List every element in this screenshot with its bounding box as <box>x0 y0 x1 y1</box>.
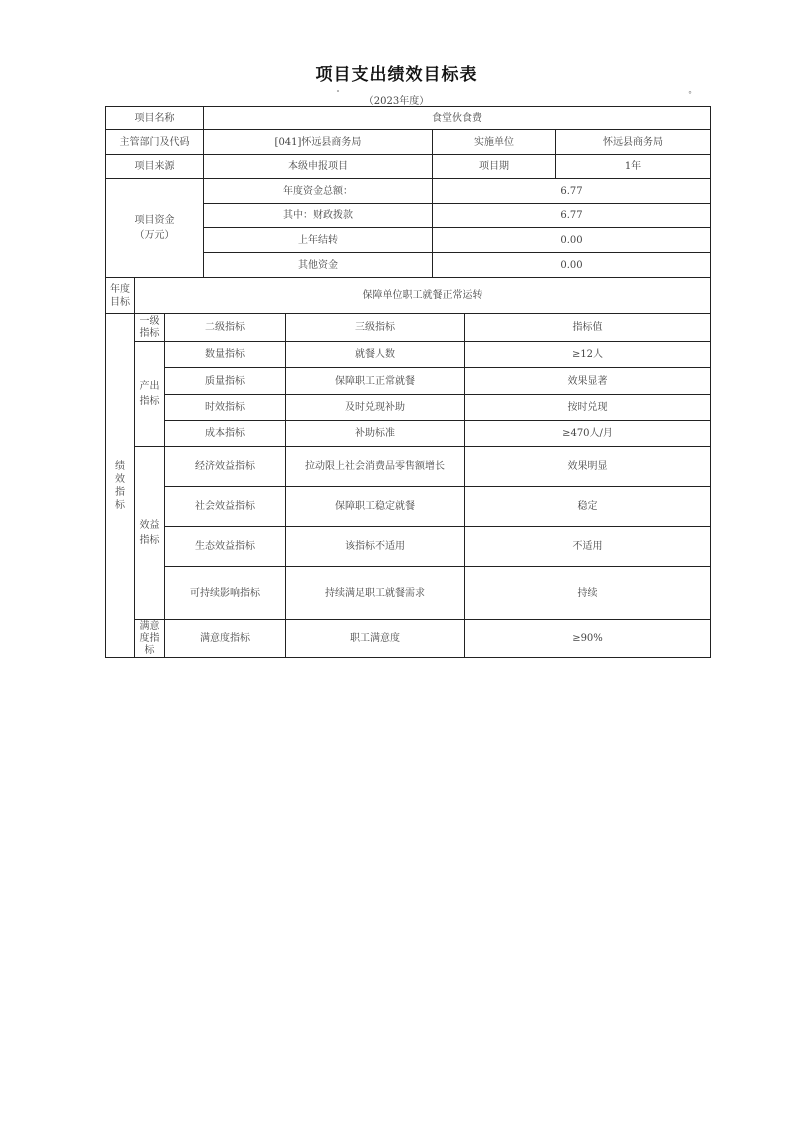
output-value: ≥470人/月 <box>465 421 711 447</box>
unit-label: 实施单位 <box>433 130 556 155</box>
satisfaction-value: ≥90% <box>465 620 711 658</box>
output-label: 产出 指标 <box>135 342 165 447</box>
satisfaction-l2: 满意度指标 <box>165 620 286 658</box>
scan-mark-right: ° <box>688 90 692 99</box>
scan-mark-left: ˚ <box>336 90 340 99</box>
annual-goal-text: 保障单位职工就餐正常运转 <box>135 278 711 314</box>
benefit-label: 效益 指标 <box>135 447 165 620</box>
funds-total-value: 6.77 <box>433 179 711 204</box>
fiscal-year: （2023年度） <box>363 96 430 107</box>
benefit-value: 不适用 <box>465 527 711 567</box>
benefit-l2: 生态效益指标 <box>165 527 286 567</box>
source-value: 本级申报项目 <box>204 155 433 179</box>
funds-other-value: 0.00 <box>433 253 711 278</box>
benefit-l2: 社会效益指标 <box>165 487 286 527</box>
benefit-l2: 经济效益指标 <box>165 447 286 487</box>
benefit-l3: 持续满足职工就餐需求 <box>286 567 465 620</box>
output-l3: 补助标准 <box>286 421 465 447</box>
benefit-l3: 保障职工稳定就餐 <box>286 487 465 527</box>
output-l2: 质量指标 <box>165 368 286 395</box>
header-value: 指标值 <box>465 314 711 342</box>
source-label: 项目来源 <box>106 155 204 179</box>
header-level1: 一级 指标 <box>135 314 165 342</box>
output-value: 按时兑现 <box>465 395 711 421</box>
satisfaction-l3: 职工满意度 <box>286 620 465 658</box>
benefit-l2: 可持续影响指标 <box>165 567 286 620</box>
output-value: 效果显著 <box>465 368 711 395</box>
project-name-label: 项目名称 <box>106 107 204 130</box>
benefit-value: 效果明显 <box>465 447 711 487</box>
funds-label: 项目资金 （万元） <box>106 179 204 278</box>
period-label: 项目期 <box>433 155 556 179</box>
satisfaction-label: 满意 度指 标 <box>135 620 165 658</box>
period-value: 1年 <box>556 155 711 179</box>
benefit-l3: 该指标不适用 <box>286 527 465 567</box>
output-l2: 成本指标 <box>165 421 286 447</box>
performance-target-table <box>105 106 711 658</box>
performance-label: 绩 效 指 标 <box>106 314 135 658</box>
page-title: 项目支出绩效目标表 <box>315 65 478 85</box>
output-value: ≥12人 <box>465 342 711 368</box>
annual-goal-label: 年度 目标 <box>106 278 135 314</box>
benefit-value: 持续 <box>465 567 711 620</box>
header-level3: 三级指标 <box>286 314 465 342</box>
dept-value: [041]怀远县商务局 <box>204 130 433 155</box>
output-l3: 就餐人数 <box>286 342 465 368</box>
funds-other-label: 其他资金 <box>204 253 433 278</box>
funds-carryover-value: 0.00 <box>433 228 711 253</box>
funds-total-label: 年度资金总额： <box>204 179 433 204</box>
output-l2: 数量指标 <box>165 342 286 368</box>
output-l2: 时效指标 <box>165 395 286 421</box>
benefit-l3: 拉动限上社会消费品零售额增长 <box>286 447 465 487</box>
funds-fiscal-label: 其中：财政拨款 <box>204 204 433 228</box>
unit-value: 怀远县商务局 <box>556 130 711 155</box>
header-level2: 二级指标 <box>165 314 286 342</box>
project-name-value: 食堂伙食费 <box>204 107 711 130</box>
dept-label: 主管部门及代码 <box>106 130 204 155</box>
benefit-value: 稳定 <box>465 487 711 527</box>
funds-carryover-label: 上年结转 <box>204 228 433 253</box>
output-l3: 保障职工正常就餐 <box>286 368 465 395</box>
funds-fiscal-value: 6.77 <box>433 204 711 228</box>
output-l3: 及时兑现补助 <box>286 395 465 421</box>
